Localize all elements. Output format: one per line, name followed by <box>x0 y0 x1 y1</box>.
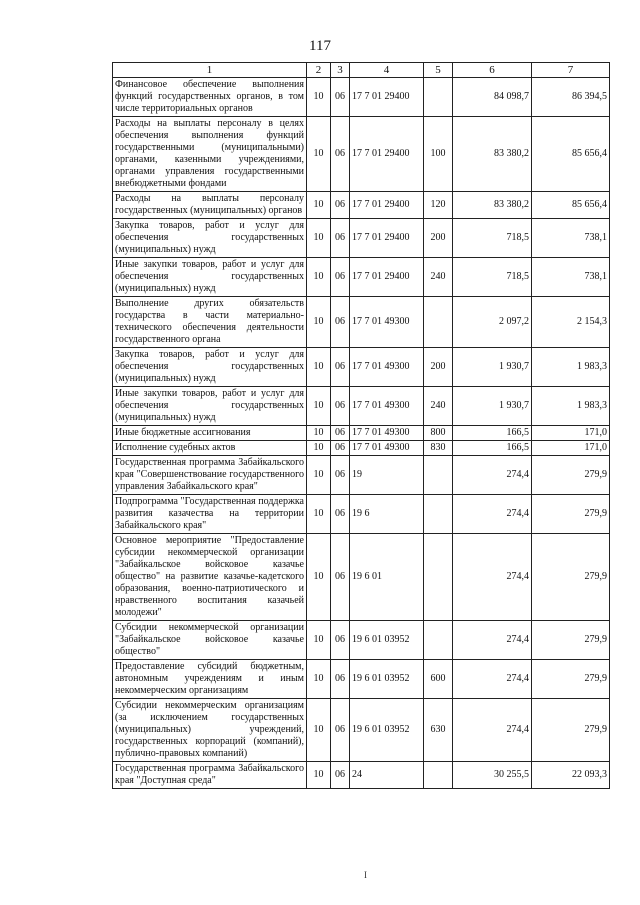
amount-year1-cell: 166,5 <box>453 441 532 456</box>
column-header: 2 <box>307 63 331 78</box>
target-article-cell: 19 <box>350 456 424 495</box>
amount-year2-cell: 85 656,4 <box>532 192 610 219</box>
footer-mark: I <box>364 870 367 880</box>
target-article-cell: 17 7 01 49300 <box>350 441 424 456</box>
section-code-cell: 10 <box>307 534 331 621</box>
expense-type-cell <box>424 456 453 495</box>
amount-year1-cell: 1 930,7 <box>453 348 532 387</box>
amount-year1-cell: 2 097,2 <box>453 297 532 348</box>
table-row <box>113 495 610 534</box>
table-row <box>113 762 610 789</box>
section-code-cell: 10 <box>307 495 331 534</box>
expense-type-cell: 600 <box>424 660 453 699</box>
table-row <box>113 456 610 495</box>
column-header: 6 <box>453 63 532 78</box>
target-article-cell: 17 7 01 29400 <box>350 117 424 192</box>
expense-name-cell: Государственная программа Забайкальского края "Совершенствование государственного управления Забайкальского края" <box>113 456 307 495</box>
expense-name-cell: Иные закупки товаров, работ и услуг для обеспечения государственных (муниципальных) нужд <box>113 258 307 297</box>
expense-type-cell <box>424 762 453 789</box>
amount-year2-cell: 22 093,3 <box>532 762 610 789</box>
amount-year2-cell: 738,1 <box>532 258 610 297</box>
subsection-code-cell: 06 <box>331 660 350 699</box>
amount-year1-cell: 274,4 <box>453 660 532 699</box>
amount-year2-cell: 1 983,3 <box>532 387 610 426</box>
table-row <box>113 699 610 762</box>
target-article-cell: 19 6 01 <box>350 534 424 621</box>
target-article-cell: 17 7 01 29400 <box>350 219 424 258</box>
section-code-cell: 10 <box>307 78 331 117</box>
subsection-code-cell: 06 <box>331 192 350 219</box>
expense-type-cell <box>424 78 453 117</box>
subsection-code-cell: 06 <box>331 117 350 192</box>
amount-year1-cell: 718,5 <box>453 219 532 258</box>
target-article-cell: 17 7 01 49300 <box>350 387 424 426</box>
amount-year2-cell: 279,9 <box>532 621 610 660</box>
target-article-cell: 17 7 01 49300 <box>350 426 424 441</box>
expense-name-cell: Подпрограмма "Государственная поддержка развития казачества на территории Забайкальского края" <box>113 495 307 534</box>
amount-year1-cell: 84 098,7 <box>453 78 532 117</box>
target-article-cell: 19 6 01 03952 <box>350 699 424 762</box>
column-header: 7 <box>532 63 610 78</box>
expense-type-cell: 200 <box>424 219 453 258</box>
target-article-cell: 19 6 <box>350 495 424 534</box>
column-header: 1 <box>113 63 307 78</box>
expense-name-cell: Субсидии некоммерческим организациям (за исключением государственных (муниципальных) учреждений, государственных корпораций (компаний), публично-правовых компаний) <box>113 699 307 762</box>
section-code-cell: 10 <box>307 699 331 762</box>
section-code-cell: 10 <box>307 117 331 192</box>
budget-table <box>112 62 610 789</box>
amount-year2-cell: 85 656,4 <box>532 117 610 192</box>
subsection-code-cell: 06 <box>331 456 350 495</box>
target-article-cell: 17 7 01 29400 <box>350 78 424 117</box>
table-row <box>113 258 610 297</box>
section-code-cell: 10 <box>307 219 331 258</box>
expense-name-cell: Закупка товаров, работ и услуг для обеспечения государственных (муниципальных) нужд <box>113 348 307 387</box>
amount-year1-cell: 1 930,7 <box>453 387 532 426</box>
expense-name-cell: Расходы на выплаты персоналу государственных (муниципальных) органов <box>113 192 307 219</box>
target-article-cell: 19 6 01 03952 <box>350 660 424 699</box>
amount-year1-cell: 83 380,2 <box>453 192 532 219</box>
section-code-cell: 10 <box>307 192 331 219</box>
amount-year1-cell: 274,4 <box>453 456 532 495</box>
section-code-cell: 10 <box>307 621 331 660</box>
subsection-code-cell: 06 <box>331 495 350 534</box>
expense-type-cell: 800 <box>424 426 453 441</box>
amount-year1-cell: 274,4 <box>453 621 532 660</box>
subsection-code-cell: 06 <box>331 258 350 297</box>
expense-type-cell: 100 <box>424 117 453 192</box>
amount-year2-cell: 171,0 <box>532 426 610 441</box>
table-row <box>113 387 610 426</box>
table-row <box>113 441 610 456</box>
target-article-cell: 17 7 01 29400 <box>350 192 424 219</box>
section-code-cell: 10 <box>307 441 331 456</box>
section-code-cell: 10 <box>307 387 331 426</box>
table-row <box>113 426 610 441</box>
amount-year2-cell: 279,9 <box>532 699 610 762</box>
table-row <box>113 621 610 660</box>
expense-type-cell: 200 <box>424 348 453 387</box>
table-row <box>113 219 610 258</box>
table-row <box>113 78 610 117</box>
amount-year1-cell: 166,5 <box>453 426 532 441</box>
expense-type-cell <box>424 297 453 348</box>
table-header-row <box>113 63 610 78</box>
target-article-cell: 19 6 01 03952 <box>350 621 424 660</box>
amount-year2-cell: 279,9 <box>532 495 610 534</box>
amount-year2-cell: 279,9 <box>532 456 610 495</box>
expense-name-cell: Государственная программа Забайкальского края "Доступная среда" <box>113 762 307 789</box>
table-row <box>113 192 610 219</box>
subsection-code-cell: 06 <box>331 621 350 660</box>
section-code-cell: 10 <box>307 426 331 441</box>
expense-name-cell: Иные закупки товаров, работ и услуг для обеспечения государственных (муниципальных) нужд <box>113 387 307 426</box>
subsection-code-cell: 06 <box>331 78 350 117</box>
expense-type-cell: 630 <box>424 699 453 762</box>
amount-year1-cell: 274,4 <box>453 534 532 621</box>
amount-year2-cell: 86 394,5 <box>532 78 610 117</box>
amount-year1-cell: 274,4 <box>453 495 532 534</box>
section-code-cell: 10 <box>307 456 331 495</box>
amount-year1-cell: 83 380,2 <box>453 117 532 192</box>
amount-year2-cell: 279,9 <box>532 534 610 621</box>
amount-year2-cell: 2 154,3 <box>532 297 610 348</box>
target-article-cell: 17 7 01 49300 <box>350 297 424 348</box>
table-row <box>113 660 610 699</box>
table-row <box>113 117 610 192</box>
amount-year2-cell: 1 983,3 <box>532 348 610 387</box>
column-header: 4 <box>350 63 424 78</box>
table-row <box>113 297 610 348</box>
amount-year1-cell: 274,4 <box>453 699 532 762</box>
expense-name-cell: Закупка товаров, работ и услуг для обеспечения государственных (муниципальных) нужд <box>113 219 307 258</box>
section-code-cell: 10 <box>307 762 331 789</box>
expense-name-cell: Субсидии некоммерческой организации "Забайкальское войсковое казачье общество" <box>113 621 307 660</box>
amount-year2-cell: 171,0 <box>532 441 610 456</box>
table-row <box>113 534 610 621</box>
page-number: 117 <box>309 38 331 54</box>
section-code-cell: 10 <box>307 297 331 348</box>
section-code-cell: 10 <box>307 348 331 387</box>
subsection-code-cell: 06 <box>331 297 350 348</box>
subsection-code-cell: 06 <box>331 426 350 441</box>
column-header: 3 <box>331 63 350 78</box>
expense-name-cell: Финансовое обеспечение выполнения функций государственных органов, в том числе территориальных органов <box>113 78 307 117</box>
section-code-cell: 10 <box>307 660 331 699</box>
expense-type-cell <box>424 621 453 660</box>
amount-year2-cell: 279,9 <box>532 660 610 699</box>
column-header: 5 <box>424 63 453 78</box>
subsection-code-cell: 06 <box>331 441 350 456</box>
expense-type-cell <box>424 534 453 621</box>
section-code-cell: 10 <box>307 258 331 297</box>
amount-year1-cell: 30 255,5 <box>453 762 532 789</box>
expense-name-cell: Основное мероприятие "Предоставление субсидии некоммерческой организации "Забайкальское войсковое казачье общество" на развитие казачье-кадетского образования, военно-патриотического и нравственного воспитания казачьей молодежи" <box>113 534 307 621</box>
target-article-cell: 24 <box>350 762 424 789</box>
expense-type-cell <box>424 495 453 534</box>
subsection-code-cell: 06 <box>331 348 350 387</box>
table-row <box>113 348 610 387</box>
target-article-cell: 17 7 01 29400 <box>350 258 424 297</box>
expense-name-cell: Предоставление субсидий бюджетным, автономным учреждениям и иным некоммерческим организациям <box>113 660 307 699</box>
amount-year1-cell: 718,5 <box>453 258 532 297</box>
amount-year2-cell: 738,1 <box>532 219 610 258</box>
expense-name-cell: Расходы на выплаты персоналу в целях обеспечения выполнения функций государственными (муниципальными) органами, казенными учреждениями, органами управления государственными внебюджетными фондами <box>113 117 307 192</box>
expense-type-cell: 240 <box>424 387 453 426</box>
subsection-code-cell: 06 <box>331 534 350 621</box>
subsection-code-cell: 06 <box>331 219 350 258</box>
subsection-code-cell: 06 <box>331 762 350 789</box>
expense-name-cell: Иные бюджетные ассигнования <box>113 426 307 441</box>
expense-type-cell: 120 <box>424 192 453 219</box>
expense-name-cell: Выполнение других обязательств государства в части материально-технического обеспечения деятельности государственного органа <box>113 297 307 348</box>
expense-type-cell: 830 <box>424 441 453 456</box>
subsection-code-cell: 06 <box>331 387 350 426</box>
expense-type-cell: 240 <box>424 258 453 297</box>
expense-name-cell: Исполнение судебных актов <box>113 441 307 456</box>
target-article-cell: 17 7 01 49300 <box>350 348 424 387</box>
subsection-code-cell: 06 <box>331 699 350 762</box>
